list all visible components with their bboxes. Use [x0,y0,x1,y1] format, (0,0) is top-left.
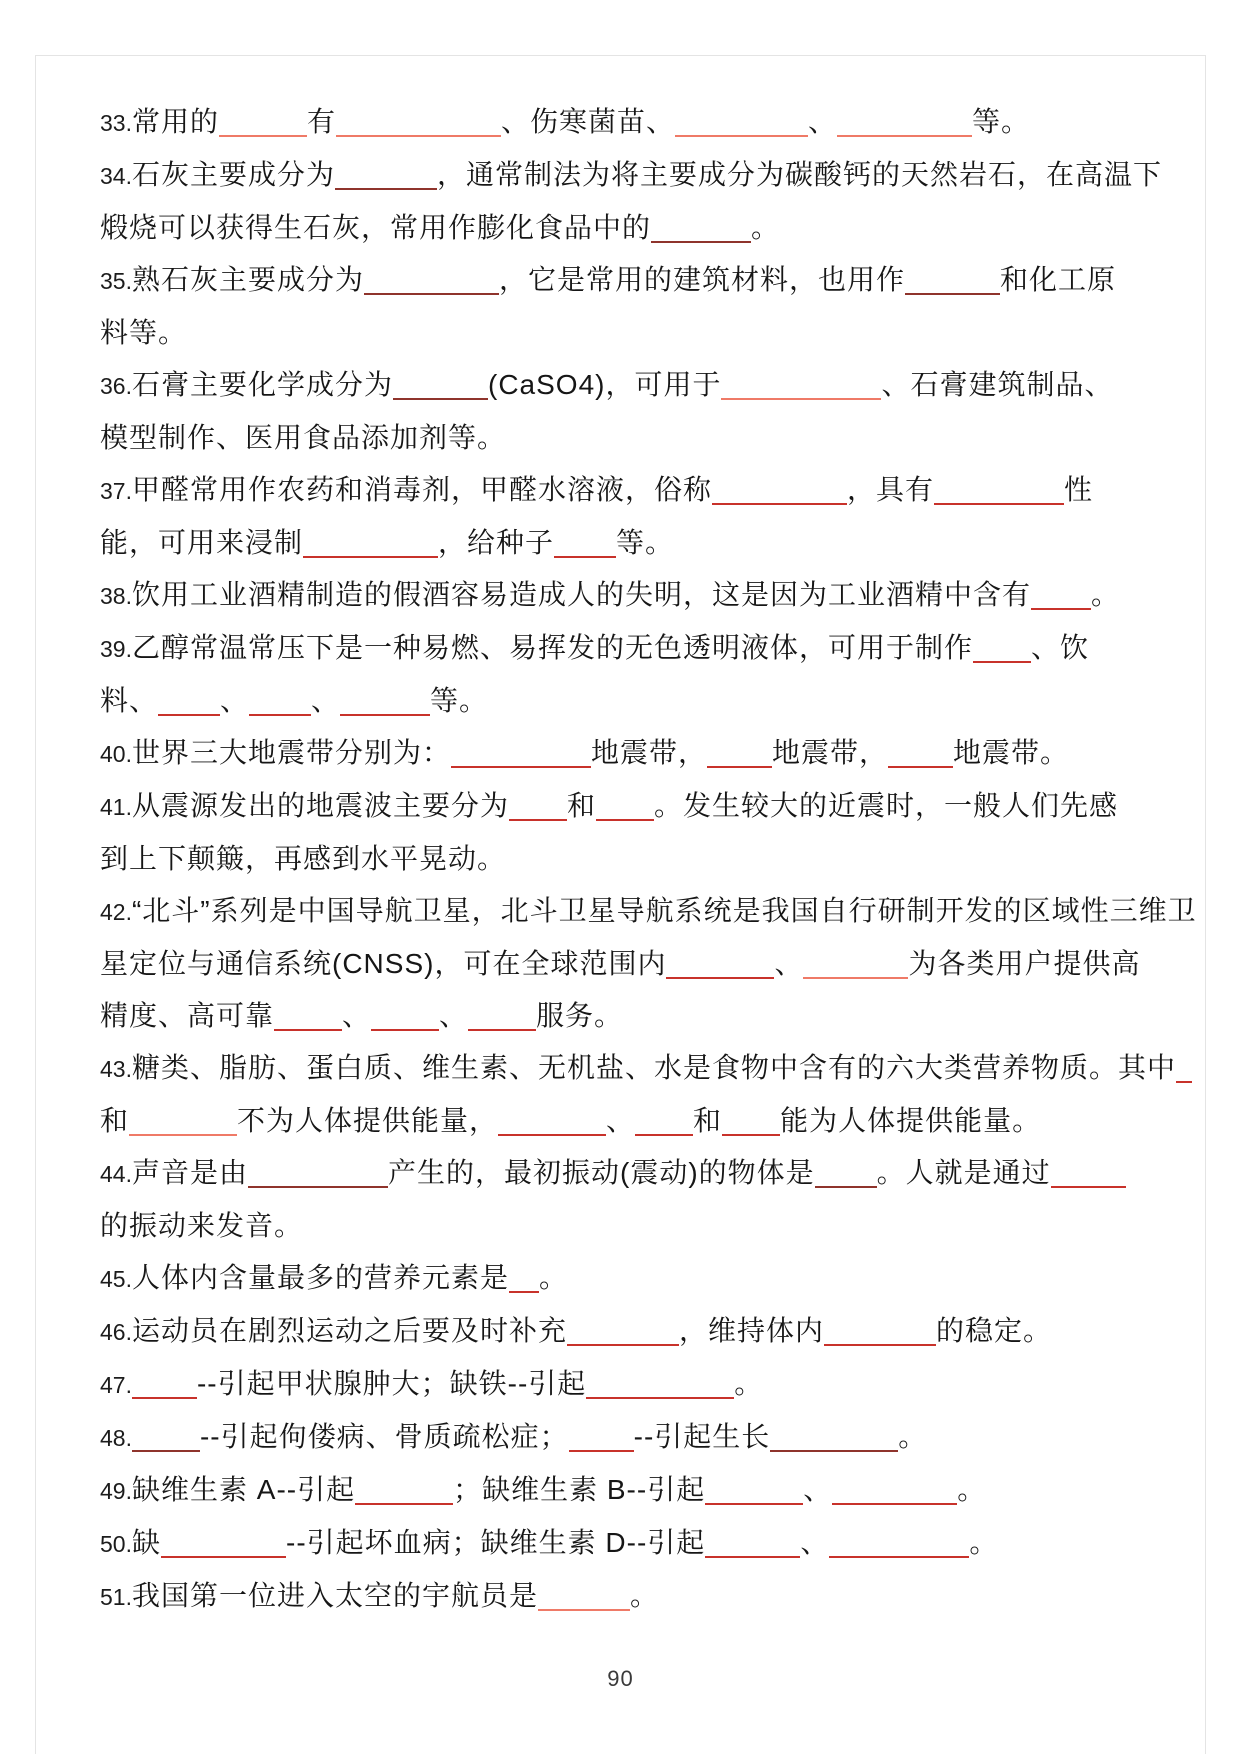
question-42 [100,885,1197,1042]
question-text: 的振动来发音。 [100,1210,304,1241]
fill-in-blank [888,739,953,768]
question-number: 34. [100,163,132,189]
question-text: 地震带。 [953,737,1070,768]
question-number: 46. [100,1319,132,1345]
question-text: 产生的，最初振动(震动)的物体是 [388,1157,815,1188]
question-text: 乙醇常温常压下是一种易燃、易挥发的无色透明液体，可用于制作 [131,632,973,663]
question-text: 。 [734,1368,764,1399]
fill-in-blank [1176,1054,1192,1083]
question-text: 我国第一位进入太空的宇航员是 [131,1580,538,1611]
fill-in-blank [770,1423,898,1452]
question-text: 为各类用户提供高 [908,948,1141,979]
question-text: 到上下颠簸，再感到水平晃动。 [100,843,507,874]
fill-in-blank [554,529,616,558]
fill-in-blank [722,1107,780,1136]
question-text: 。 [969,1527,999,1558]
question-35 [100,254,1117,359]
fill-in-blank [973,634,1031,663]
question-text: 。发生较大的近震时，一般人们先感 [654,790,1119,821]
fill-in-blank [829,1529,969,1558]
question-number: 41. [100,794,132,820]
fill-in-blank [675,108,808,137]
question-number: 35. [100,268,132,294]
question-text: 的稳定。 [936,1315,1053,1346]
question-text: 甲醛常用作农药和消毒剂，甲醛水溶液，俗称 [131,474,712,505]
question-number: 42. [100,899,132,925]
question-text: 服务。 [536,1000,624,1031]
fill-in-blank [705,1476,803,1505]
question-text: 有 [307,106,337,137]
question-text: 石灰主要成分为 [131,159,335,190]
question-47 [100,1358,1015,1411]
fill-in-blank [832,1476,957,1505]
question-text: 等。 [972,106,1031,137]
question-number: 47. [100,1372,132,1398]
question-text: 料、 [100,685,159,716]
fill-in-blank [274,1002,342,1031]
fill-in-blank [1051,1159,1126,1188]
fill-in-blank [161,1529,286,1558]
question-text: 人体内含量最多的营养元素是 [131,1262,509,1293]
question-text: “北斗”系列是中国导航卫星，北斗卫星导航系统是我国自行研制开发的区域性三维卫 [131,895,1197,926]
fill-in-blank [569,1423,634,1452]
question-number: 50. [100,1531,132,1557]
fill-in-blank [158,687,220,716]
question-text: 糖类、脂肪、蛋白质、维生素、无机盐、水是食物中含有的六大类营养物质。其中 [131,1052,1176,1083]
question-text: --引起坏血病；缺维生素 D--引起 [286,1527,706,1558]
page-number: 90 [607,1666,634,1691]
fill-in-blank [393,371,488,400]
fill-in-blank [815,1159,877,1188]
question-text: 、饮 [1031,632,1090,663]
question-34 [100,149,1163,254]
question-41 [100,780,1119,885]
fill-in-blank [712,476,847,505]
question-number: 38. [100,583,132,609]
fill-in-blank [219,108,307,137]
question-text: --引起生长 [633,1421,771,1452]
question-text: 、 [606,1105,636,1136]
question-text: ，它是常用的建筑材料，也用作 [499,264,906,295]
question-text: 精度、高可靠 [100,1000,275,1031]
question-number: 40. [100,741,132,767]
question-36 [100,359,1114,464]
fill-in-blank [509,1264,539,1293]
question-44 [100,1147,1051,1252]
fill-in-blank [248,1159,388,1188]
fill-in-blank [803,950,908,979]
question-text: 。 [751,212,781,243]
question-text: 地震带， [591,737,708,768]
fill-in-blank [934,476,1064,505]
question-38 [100,569,1121,622]
fill-in-blank [651,214,751,243]
fill-in-blank [364,266,499,295]
question-text: 从震源发出的地震波主要分为 [131,790,509,821]
question-text: 、 [808,106,838,137]
question-text: 运动员在剧烈运动之后要及时补充 [131,1315,567,1346]
question-text: 、 [311,685,341,716]
question-text: 缺维生素 A--引起 [131,1474,356,1505]
question-text: 石膏主要化学成分为 [131,369,393,400]
fill-in-blank [586,1370,734,1399]
question-number: 43. [100,1056,132,1082]
question-text: ，具有 [847,474,935,505]
question-45 [100,1252,1015,1305]
fill-in-blank [340,687,430,716]
question-text: 、 [774,948,804,979]
question-text: 。 [1091,579,1121,610]
question-51 [100,1570,1015,1623]
fill-in-blank [335,161,437,190]
question-number: 48. [100,1425,132,1451]
question-50 [100,1517,1015,1570]
question-text: (CaSO4)，可用于 [488,369,722,400]
question-text: 。 [539,1262,569,1293]
question-text: 能，可用来浸制 [100,527,304,558]
question-number: 33. [100,110,132,136]
fill-in-blank [371,1002,439,1031]
fill-in-blank [721,371,881,400]
question-text: --引起甲状腺肿大；缺铁--引起 [196,1368,587,1399]
question-text: 。 [630,1580,660,1611]
fill-in-blank [249,687,311,716]
question-text: 性 [1064,474,1094,505]
fill-in-blank [905,266,1000,295]
question-text: 缺 [131,1527,161,1558]
question-text: 地震带， [772,737,889,768]
fill-in-blank [132,1423,200,1452]
fill-in-blank [468,1002,536,1031]
question-text: 星定位与通信系统(CNSS)，可在全球范围内 [100,948,667,979]
fill-in-blank [355,1476,453,1505]
fill-in-blank [707,739,772,768]
fill-in-blank [303,529,438,558]
question-text: 和 [567,790,597,821]
question-text: 、石膏建筑制品、 [881,369,1114,400]
question-text: 、伤寒菌苗、 [501,106,676,137]
question-text: ，通常制法为将主要成分为碳酸钙的天然岩石，在高温下 [437,159,1163,190]
fill-in-blank [824,1317,936,1346]
fill-in-blank [635,1107,693,1136]
fill-in-blank [538,1582,630,1611]
question-text: --引起佝偻病、骨质疏松症； [199,1421,569,1452]
question-text: 和 [100,1105,130,1136]
question-text: ，给种子 [438,527,555,558]
question-number: 39. [100,636,132,662]
question-text: 能为人体提供能量。 [780,1105,1042,1136]
question-text: 、 [220,685,250,716]
question-37 [100,464,1094,569]
question-text: 料等。 [100,317,188,348]
question-text: 饮用工业酒精制造的假酒容易造成人的失明，这是因为工业酒精中含有 [131,579,1031,610]
question-text: 和化工原 [1000,264,1117,295]
question-text: 、 [803,1474,833,1505]
question-text: 、 [342,1000,372,1031]
fill-in-blank [705,1529,800,1558]
question-text: ，维持体内 [679,1315,825,1346]
question-number: 45. [100,1266,132,1292]
fill-in-blank [509,792,567,821]
question-46 [100,1305,1053,1358]
fill-in-blank [1031,581,1091,610]
question-text: 熟石灰主要成分为 [131,264,364,295]
fill-in-blank [666,950,774,979]
question-number: 37. [100,478,132,504]
fill-in-blank [596,792,654,821]
question-number: 51. [100,1584,132,1610]
question-text: 常用的 [131,106,219,137]
question-text: 世界三大地震带分别为： [131,737,451,768]
question-list [100,96,1197,1623]
question-text: 和 [693,1105,723,1136]
question-text: 不为人体提供能量， [237,1105,499,1136]
question-text: 模型制作、医用食品添加剂等。 [100,422,507,453]
question-text: 等。 [430,685,489,716]
fill-in-blank [837,108,972,137]
question-39 [100,622,1090,727]
question-text: 。 [957,1474,987,1505]
question-number: 49. [100,1478,132,1504]
question-text: 声音是由 [131,1157,248,1188]
question-text: 、 [439,1000,469,1031]
question-text: 等。 [616,527,675,558]
fill-in-blank [132,1370,197,1399]
question-43 [100,1042,1176,1147]
question-text: 煅烧可以获得生石灰，常用作膨化食品中的 [100,212,652,243]
fill-in-blank [567,1317,679,1346]
fill-in-blank [336,108,501,137]
question-text: 、 [800,1527,830,1558]
question-49 [100,1464,1015,1517]
fill-in-blank [498,1107,606,1136]
question-40 [100,727,1070,780]
question-text: 。 [898,1421,928,1452]
question-48 [100,1411,1015,1464]
question-number: 36. [100,373,132,399]
question-number: 44. [100,1161,132,1187]
question-33 [100,96,1031,149]
fill-in-blank [451,739,591,768]
fill-in-blank [129,1107,237,1136]
question-text: ；缺维生素 B--引起 [453,1474,706,1505]
question-text: 。人就是通过 [876,1157,1051,1188]
